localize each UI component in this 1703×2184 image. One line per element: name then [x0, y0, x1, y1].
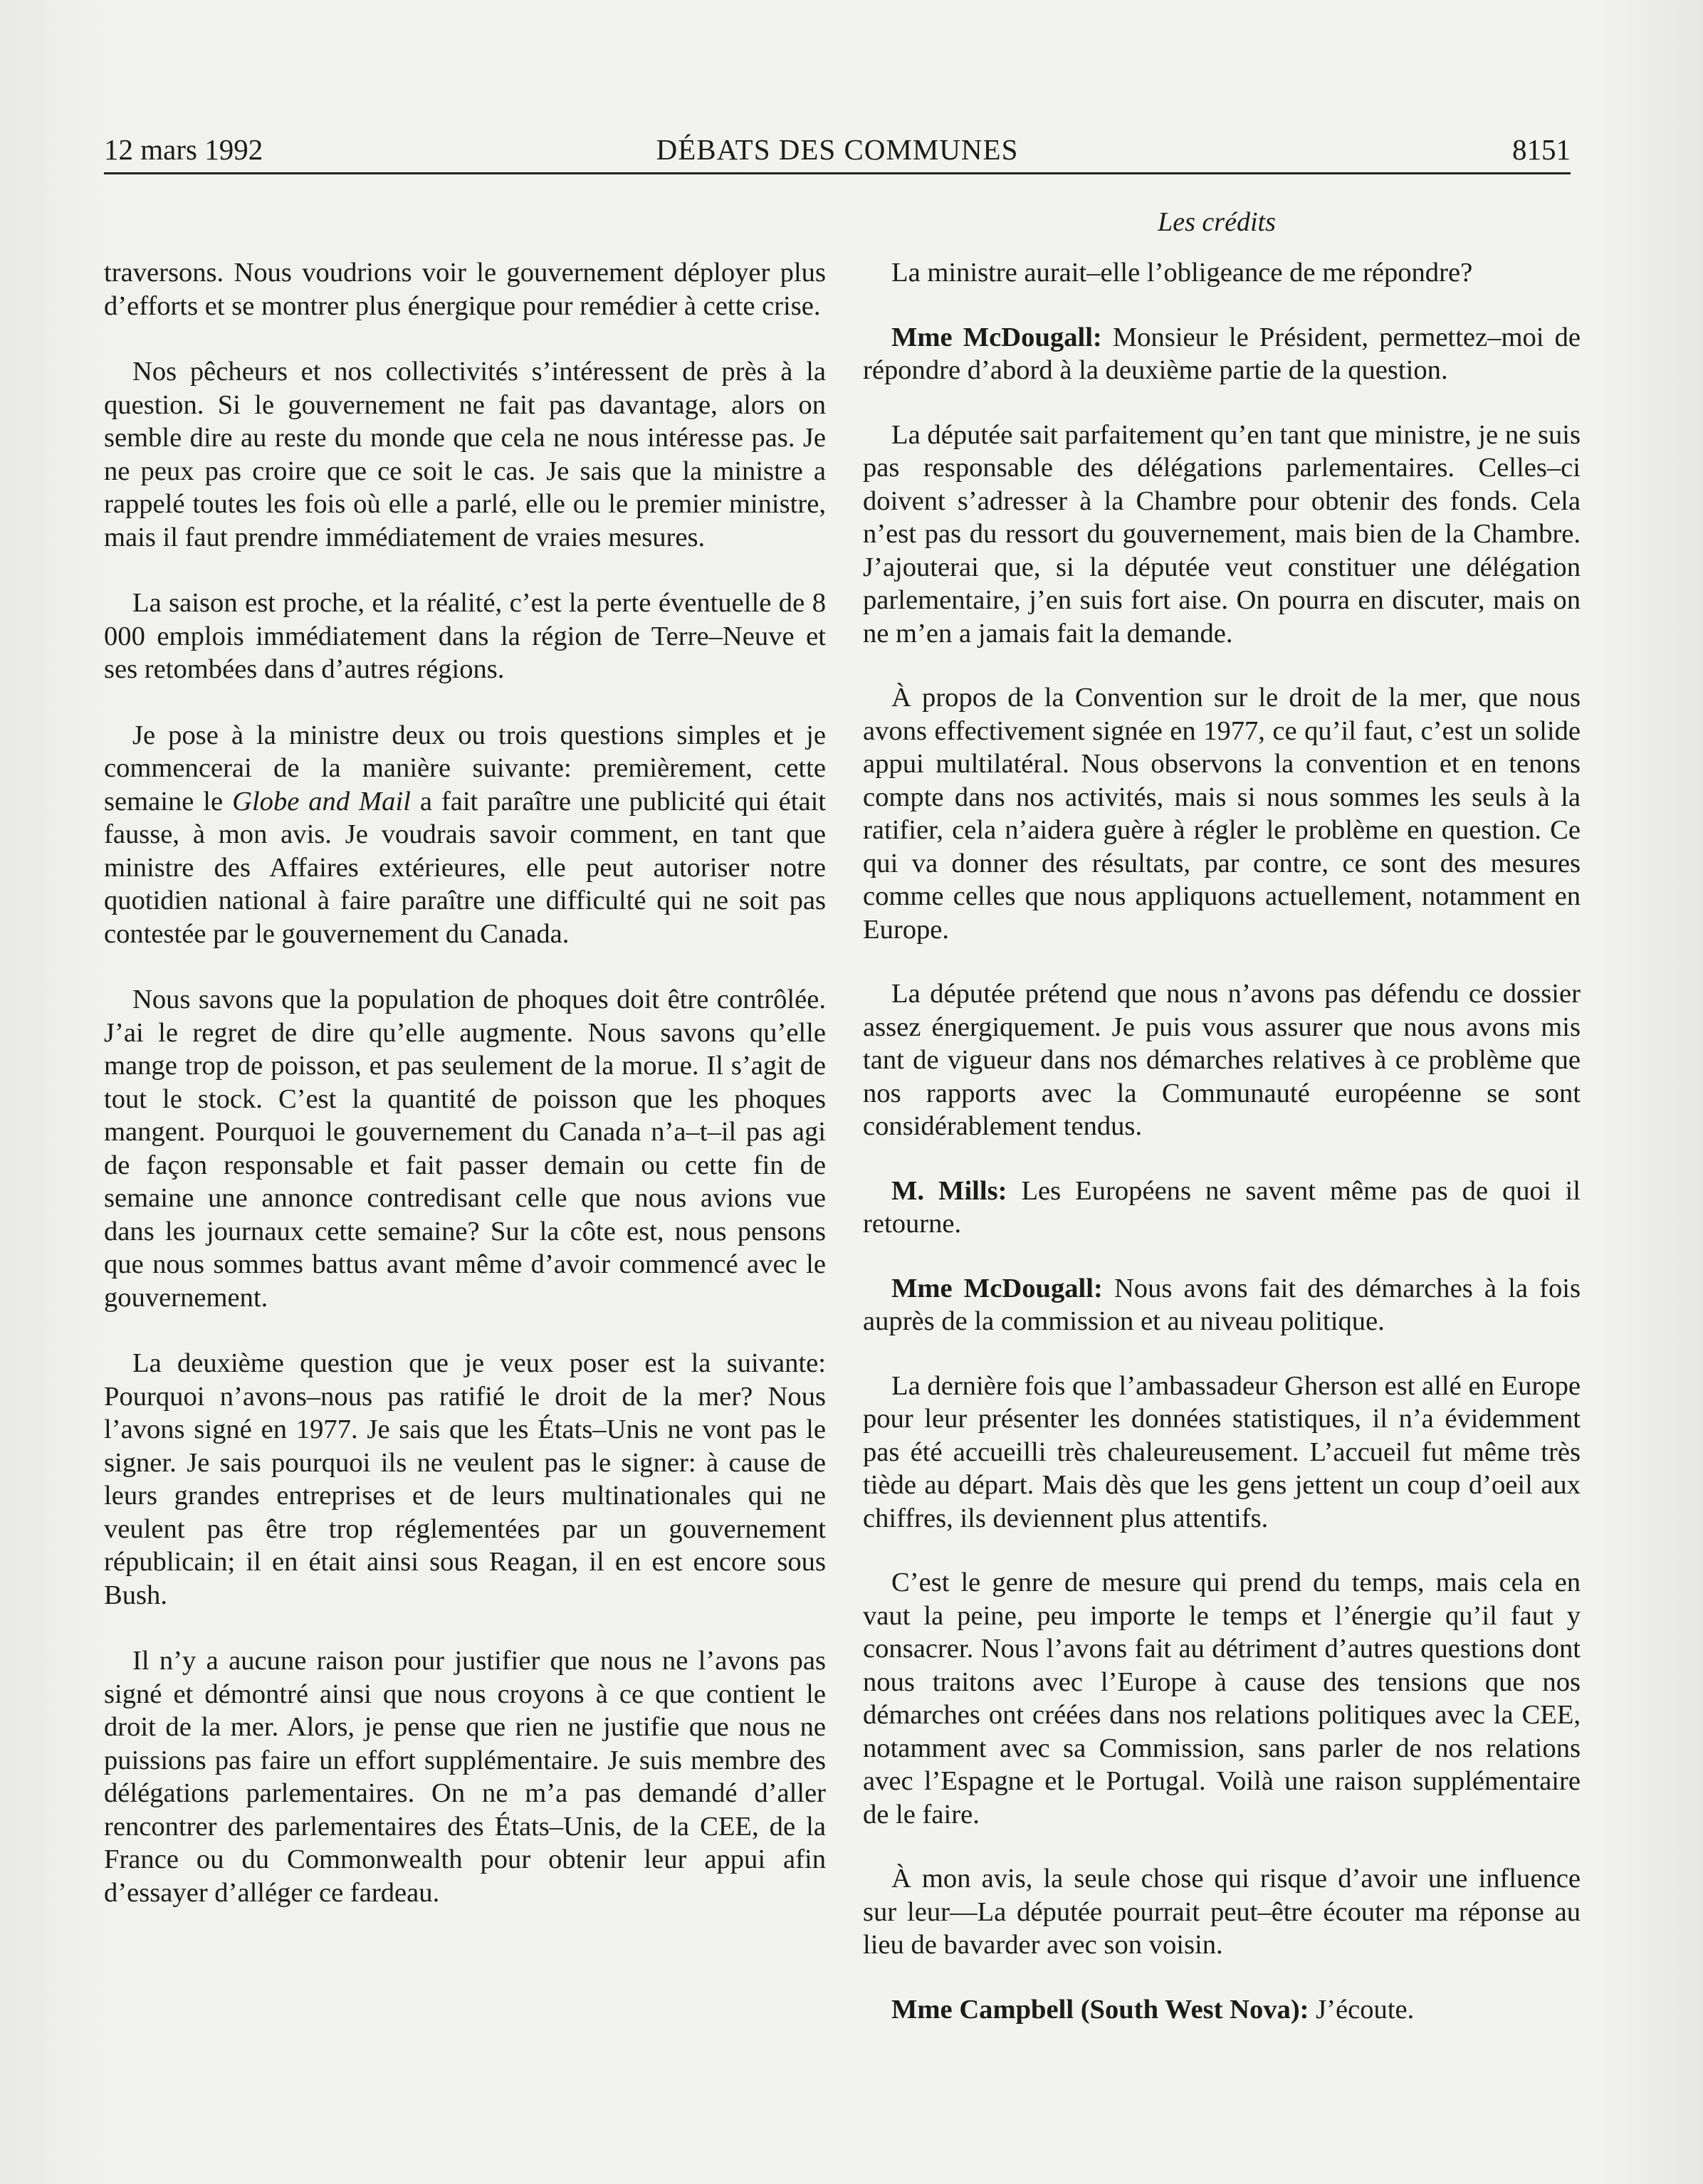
section-label: Les crédits [1158, 207, 1276, 237]
right-column [863, 256, 1581, 2057]
header-title: DÉBATS DES COMMUNES [656, 133, 1019, 166]
speaker-name: Mme Campbell (South West Nova): [891, 1994, 1309, 2025]
paragraph: À mon avis, la seule chose qui risque d’avoir une influence sur leur—La députée pourrait peut–être écouter ma réponse au lieu de bavarder avec son voisin. [863, 1864, 1581, 1960]
paragraph [863, 1272, 1581, 1338]
paragraph [863, 1175, 1581, 1241]
newspaper-title: Globe and Mail [232, 786, 411, 817]
paragraph [863, 1993, 1581, 2027]
paragraph: Nos pêcheurs et nos collectivités s’intéressent de près à la question. Si le gouvernement ne fait pas davantage, alors on semble dire au reste du monde que cela ne nous intéresse pas. Je ne peux pas croire que ce soit le cas. Je sais que la ministre a rappelé toutes les fois où elle a parlé, elle ou le premier ministre, mais il faut prendre immédiatement de vraies mesures. [104, 357, 826, 552]
paragraph [863, 321, 1581, 387]
paragraph: Nous savons que la population de phoques doit être contrôlée. J’ai le regret de dire qu’elle augmente. Nous savons qu’elle mange trop de poisson, et pas seulement de la morue. Il s’agit de tout le stock. C’est la quantité de poisson que les phoques mangent. Pourquoi le gouvernement du Canada n’a–t–il pas agi de façon responsable et fait passer demain ou cette fin de semaine une annonce contredisant celle que nous avions vue dans les journaux cette semaine? Sur la côte est, nous pensons que nous sommes battus avant même d’avoir commencé avec le gouvernement. [104, 985, 826, 1313]
paragraph-text: Les Européens ne savent même pas de quoi il retourne. [863, 1175, 1581, 1239]
paragraph-text: a fait paraître une publicité qui était fausse, à mon avis. Je voudrais savoir comment, en tant que ministre des Affaires extérieures, elle peut autoriser notre quotidien national à faire paraître une difficulté qui ne soit pas contestée par le gouvernement du Canada. [104, 786, 827, 949]
speaker-name: Mme McDougall: [891, 1273, 1103, 1303]
paragraph: Il n’y a aucune raison pour justifier que nous ne l’avons pas signé et démontré ainsi que nous croyons à ce que contient le droit de la mer. Alors, je pense que rien ne justifie que nous ne puissions pas faire un effort supplémentaire. Je suis membre des délégations parlementaires. On ne m’a pas demandé d’aller rencontrer des parlementaires des États–Unis, de la CEE, de la France ou du Commonwealth pour obtenir leur appui afin d’essayer d’alléger ce fardeau. [104, 1646, 826, 1908]
header-date: 12 mars 1992 [104, 133, 263, 166]
paragraph-text: Je pose à la ministre deux ou trois questions simples et je commencerai de la manière suivante: premièrement, cette semaine le [104, 720, 826, 817]
paragraph: À propos de la Convention sur le droit de la mer, que nous avons effectivement signée en 1977, ce qu’il faut, c’est un solide appui multilatéral. Nous observons la convention et en tenons compte dans nos activités, mais si nous sommes les seuls à la ratifier, cela n’aidera guère à régler le problème en question. Ce qui va donner des résultats, par contre, ce sont des mesures comme celles que nous appliquons actuellement, notamment en Europe. [863, 683, 1581, 945]
page-header [104, 132, 1571, 174]
paragraph: traversons. Nous voudrions voir le gouvernement déployer plus d’efforts et se montrer plus énergique pour remédier à cette crise. [104, 258, 826, 321]
paragraph: La députée prétend que nous n’avons pas défendu ce dossier assez énergiquement. Je puis vous assurer que nous avons mis tant de vigueur dans nos démarches relatives à ce problème que nos rapports avec la Communauté européenne se sont considérablement tendus. [863, 979, 1581, 1141]
left-column [104, 256, 826, 1942]
paragraph: La députée sait parfaitement qu’en tant que ministre, je ne suis pas responsable des délégations parlementaires. Celles–ci doivent s’adresser à la Chambre pour obtenir des fonds. Cela n’est pas du ressort du gouvernement, mais bien de la Chambre. J’ajouterai que, si la députée veut constituer une délégation parlementaire, j’en suis fort aise. On pourra en discuter, mais on ne m’en a jamais fait la demande. [863, 419, 1581, 649]
speaker-name: Mme McDougall: [891, 322, 1102, 352]
paragraph-text: Nous avons fait des démarches à la fois auprès de la commission et au niveau politique. [863, 1273, 1581, 1336]
paragraph: La deuxième question que je veux poser est la suivante: Pourquoi n’avons–nous pas ratifié le droit de la mer? Nous l’avons signé en 1977. Je sais que les États–Unis ne vont pas le signer. Je sais pourquoi ils ne veulent pas le signer: à cause de leurs grandes entreprises et de leurs multinationales qui ne veulent pas être trop réglementées par un gouvernement républicain; il en était ainsi sous Reagan, il en est encore sous Bush. [104, 1348, 826, 1610]
header-page-number: 8151 [1512, 133, 1571, 166]
paragraph [104, 719, 826, 951]
paragraph-text: Monsieur le Président, permettez–moi de répondre d’abord à la deuxième partie de la question. [863, 322, 1581, 385]
paragraph: La ministre aurait–elle l’obligeance de me répondre? [891, 258, 1473, 288]
speaker-name: M. Mills: [891, 1175, 1007, 1206]
paragraph-text: J’écoute. [1309, 1994, 1415, 2025]
paragraph: La saison est proche, et la réalité, c’est la perte éventuelle de 8 000 emplois immédiatement dans la région de Terre–Neuve et ses retombées dans d’autres régions. [104, 588, 826, 684]
paragraph: La dernière fois que l’ambassadeur Gherson est allé en Europe pour leur présenter les données statistiques, il n’a évidemment pas été accueilli très chaleureusement. L’accueil fut même très tiède au départ. Mais dès que les gens jettent un coup d’oeil aux chiffres, ils deviennent plus attentifs. [863, 1370, 1581, 1533]
paragraph: C’est le genre de mesure qui prend du temps, mais cela en vaut la peine, peu importe le temps et l’énergie qu’il faut y consacrer. Nous l’avons fait au détriment d’autres questions dont nous traitons avec l’Europe à cause des tensions que nos démarches ont créées dans nos relations politiques avec la CEE, notamment avec sa Commission, sans parler de nos relations avec l’Espagne et le Portugal. Voilà une raison supplémentaire de le faire. [863, 1568, 1581, 1829]
